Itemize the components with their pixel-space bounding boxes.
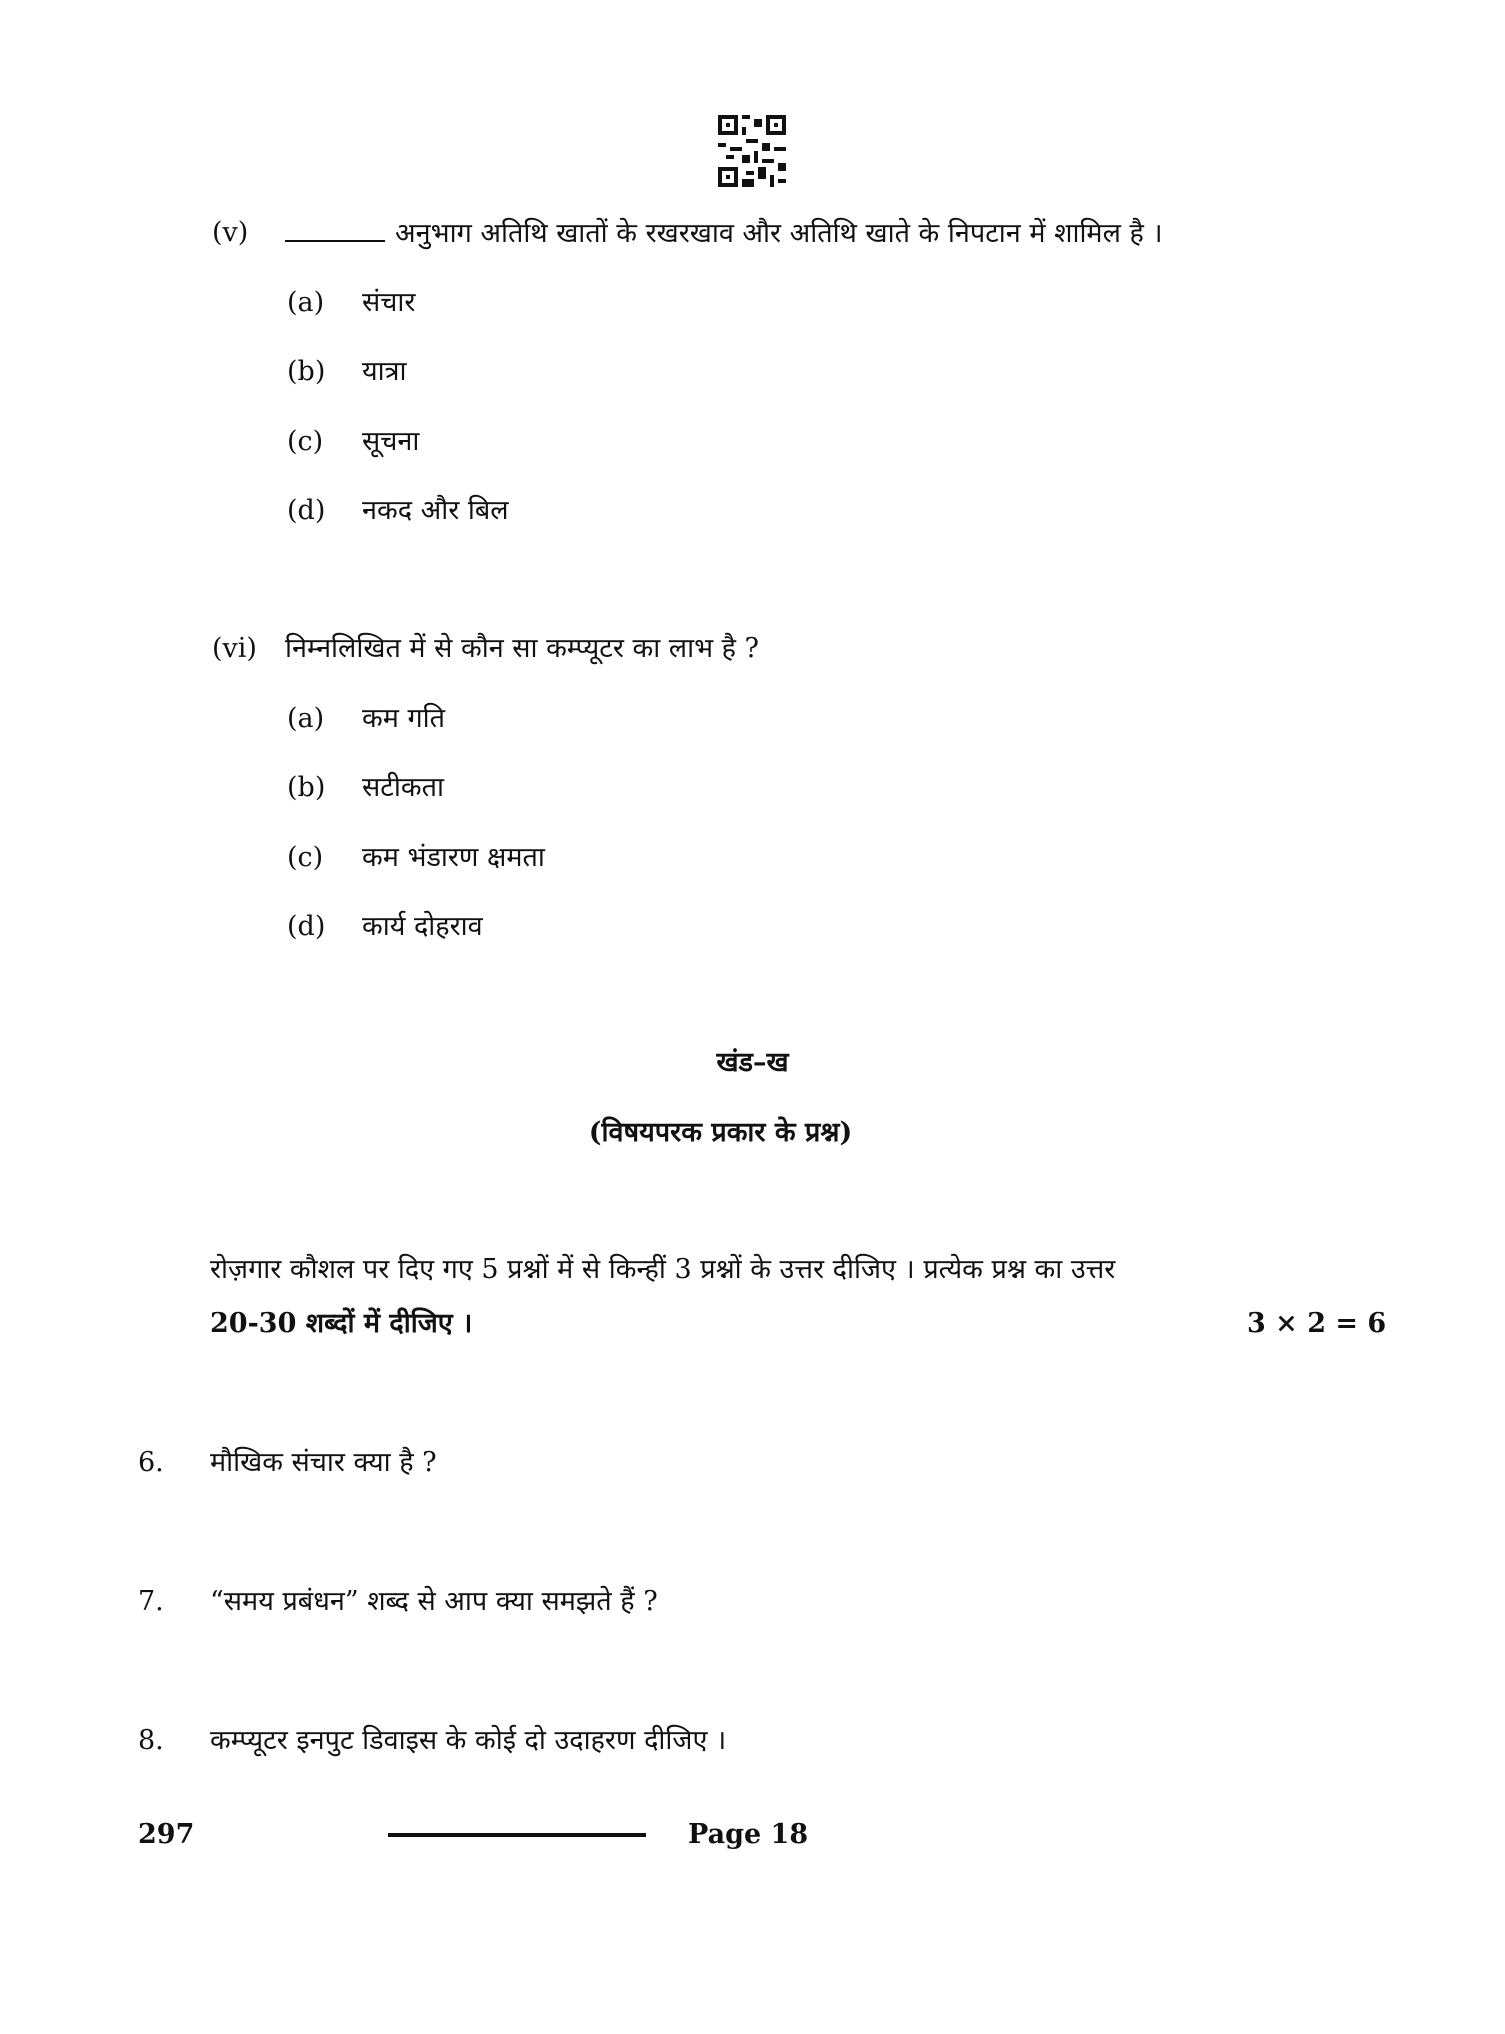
- option-label: (a): [287, 703, 325, 734]
- option-label: (b): [287, 356, 326, 387]
- question-number: (v): [212, 217, 249, 248]
- option-label: (c): [287, 842, 324, 873]
- footer-divider: [388, 1833, 646, 1837]
- option-label: (d): [287, 911, 326, 942]
- option-text: नकद और बिल: [362, 495, 509, 526]
- question-number: 7.: [138, 1586, 164, 1617]
- question-number: (vi): [212, 633, 257, 664]
- option-text: यात्रा: [362, 356, 407, 387]
- option-text: कार्य दोहराव: [362, 911, 483, 942]
- question-text: निम्नलिखित में से कौन सा कम्प्यूटर का लाभ है ?: [285, 633, 760, 664]
- qr-code-icon: [718, 115, 786, 187]
- section-subtitle: (विषयपरक प्रकार के प्रश्न): [588, 1117, 853, 1148]
- question-number: 8.: [138, 1725, 164, 1756]
- paper-code: 297: [138, 1819, 195, 1850]
- question-text: कम्प्यूटर इनपुट डिवाइस के कोई दो उदाहरण दीजिए ।: [210, 1725, 727, 1756]
- option-label: (c): [287, 426, 324, 457]
- option-label: (d): [287, 495, 326, 526]
- section-title: खंड–ख: [716, 1047, 789, 1078]
- option-label: (b): [287, 772, 326, 803]
- option-text: कम गति: [362, 703, 446, 734]
- question-text: “समय प्रबंधन” शब्द से आप क्या समझते हैं ?: [210, 1586, 658, 1617]
- answer-blank: [285, 216, 385, 242]
- option-label: (a): [287, 287, 325, 318]
- option-text: कम भंडारण क्षमता: [362, 842, 545, 873]
- question-stem: अनुभाग अतिथि खातों के रखरखाव और अतिथि खाते के निपटान में शामिल है ।: [395, 218, 1163, 249]
- option-text: सटीकता: [362, 772, 444, 803]
- instructions-line: 20-30 शब्दों में दीजिए ।: [210, 1308, 473, 1339]
- instructions-line: रोज़गार कौशल पर दिए गए 5 प्रश्नों में से किन्हीं 3 प्रश्नों के उत्तर दीजिए । प्रत्येक प्रश्न का उत्तर: [210, 1254, 1116, 1285]
- question-text: मौखिक संचार क्या है ?: [210, 1447, 437, 1478]
- option-text: सूचना: [362, 426, 420, 457]
- marks-allocation: 3 × 2 = 6: [1247, 1308, 1387, 1339]
- page-number: Page 18: [688, 1819, 809, 1850]
- question-text: [285, 216, 1163, 251]
- option-text: संचार: [362, 287, 416, 318]
- question-number: 6.: [138, 1447, 164, 1478]
